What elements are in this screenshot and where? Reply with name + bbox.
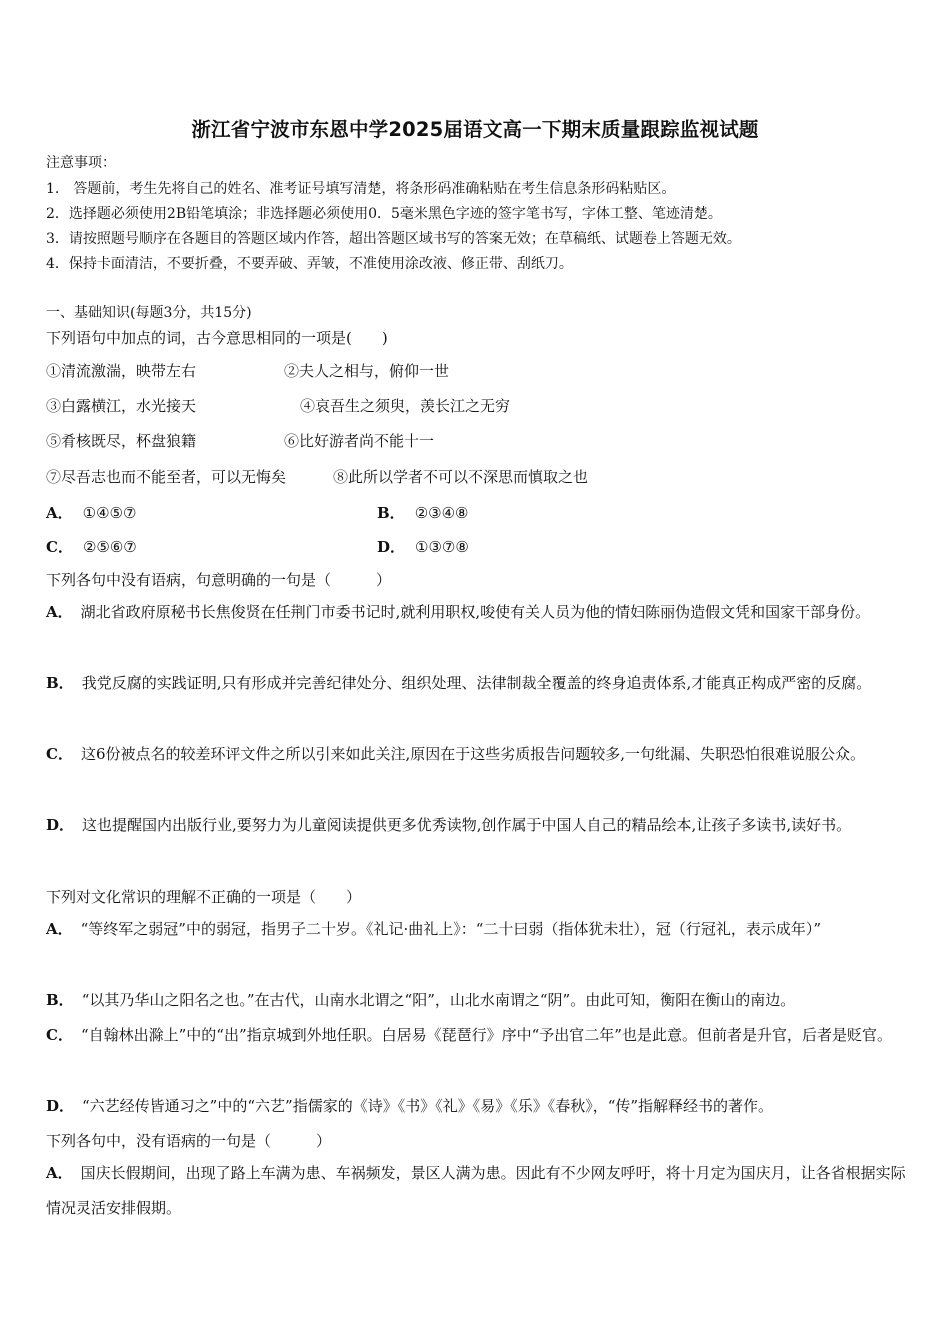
sentence-item: ②夫人之相与，俯仰一世 <box>284 362 450 380</box>
notice-item: 3．请按照题号顺序在各题目的答题区域内作答，超出答题区域书写的答案无效；在草稿纸、试题卷上答题无效。 <box>46 231 741 247</box>
question-stem-3: 下列对文化常识的理解不正确的一项是（ ） <box>46 888 362 906</box>
notice-item: 4．保持卡面清洁，不要折叠，不要弄破、弄皱，不准使用涂改液、修正带、刮纸刀。 <box>46 256 573 272</box>
option-a: A． “等终军之弱冠”中的弱冠，指男子二十岁。《礼记·曲礼上》：“二十曰弱（指体犹未壮），冠（行冠礼，表示成年）” <box>46 920 822 938</box>
sentence-item: ⑤肴核既尽，杯盘狼籍 <box>46 432 197 450</box>
page-title: 浙江省宁波市东恩中学2025届语文高一下期末质量跟踪监视试题 <box>191 118 759 141</box>
option-b: B． “以其乃华山之阳名之也。”在古代，山南水北谓之“阳”，山北水南谓之“阴”。由此可知，衡阳在衡山的南边。 <box>46 991 796 1009</box>
sentence-item: ④哀吾生之须臾，羡长江之无穷 <box>300 397 511 415</box>
sentence-item: ⑧此所以学者不可以不深思而慎取之也 <box>333 468 589 486</box>
question-stem-2: 下列各句中没有语病，句意明确的一句是（ ） <box>46 571 392 589</box>
sentence-item: ①清流激湍，映带左右 <box>46 362 197 380</box>
option-b: B． 我党反腐的实践证明,只有形成并完善纪律处分、组织处理、法律制裁全覆盖的终身追责体系,才能真正构成严密的反腐。 <box>46 674 872 692</box>
sentence-item: ⑥比好游者尚不能十一 <box>284 432 435 450</box>
option-c: C． ②⑤⑥⑦ <box>46 538 137 556</box>
notice-item: 1. 答题前，考生先将自己的姓名、准考证号填写清楚，将条形码准确粘贴在考生信息条形码粘贴区。 <box>46 181 676 197</box>
option-d: D． 这也提醒国内出版行业,要努力为儿童阅读提供更多优秀读物,创作属于中国人自己的精品绘本,让孩子多读书,读好书。 <box>46 816 852 834</box>
section-heading: 一、基础知识(每题3分，共15分) <box>46 305 252 321</box>
notice-item: 2．选择题必须使用2B铅笔填涂；非选择题必须使用0．5毫米黑色字迹的签字笔书写，字体工整、笔迹清楚。 <box>46 206 722 222</box>
option-b: B． ②③④⑧ <box>377 504 469 522</box>
option-a: A． ①④⑤⑦ <box>46 504 137 522</box>
question-stem-1: 下列语句中加点的词，古今意思相同的一项是( ) <box>46 329 388 347</box>
option-d: D． ①③⑦⑧ <box>377 538 469 556</box>
option-a: A． 国庆长假期间，出现了路上车满为患、车祸频发，景区人满为患。因此有不少网友呼吁，将十月定为国庆月，让各省根据实际情况灵活安排假期。 <box>46 1164 906 1217</box>
notice-heading: 注意事项： <box>46 155 116 171</box>
sentence-item: ⑦尽吾志也而不能至者，可以无悔矣 <box>46 468 287 486</box>
option-d: D． “六艺经传皆通习之”中的“六艺”指儒家的《诗》《书》《礼》《易》《乐》《春秋》，“传”指解释经书的著作。 <box>46 1097 774 1115</box>
option-a: A． 湖北省政府原秘书长焦俊贤在任荆门市委书记时,就利用职权,唆使有关人员为他的情妇陈丽伪造假文凭和国家干部身份。 <box>46 603 871 621</box>
sentence-item: ③白露横江，水光接天 <box>46 397 197 415</box>
option-c: C． 这6份被点名的较差环评文件之所以引来如此关注,原因在于这些劣质报告问题较多,一句纰漏、失职恐怕很难说服公众。 <box>46 745 866 763</box>
question-stem-4: 下列各句中，没有语病的一句是（ ） <box>46 1132 332 1150</box>
option-c: C． “自翰林出滁上”中的“出”指京城到外地任职。白居易《琵琶行》序中“予出官二年”也是此意。但前者是升官，后者是贬官。 <box>46 1026 892 1044</box>
